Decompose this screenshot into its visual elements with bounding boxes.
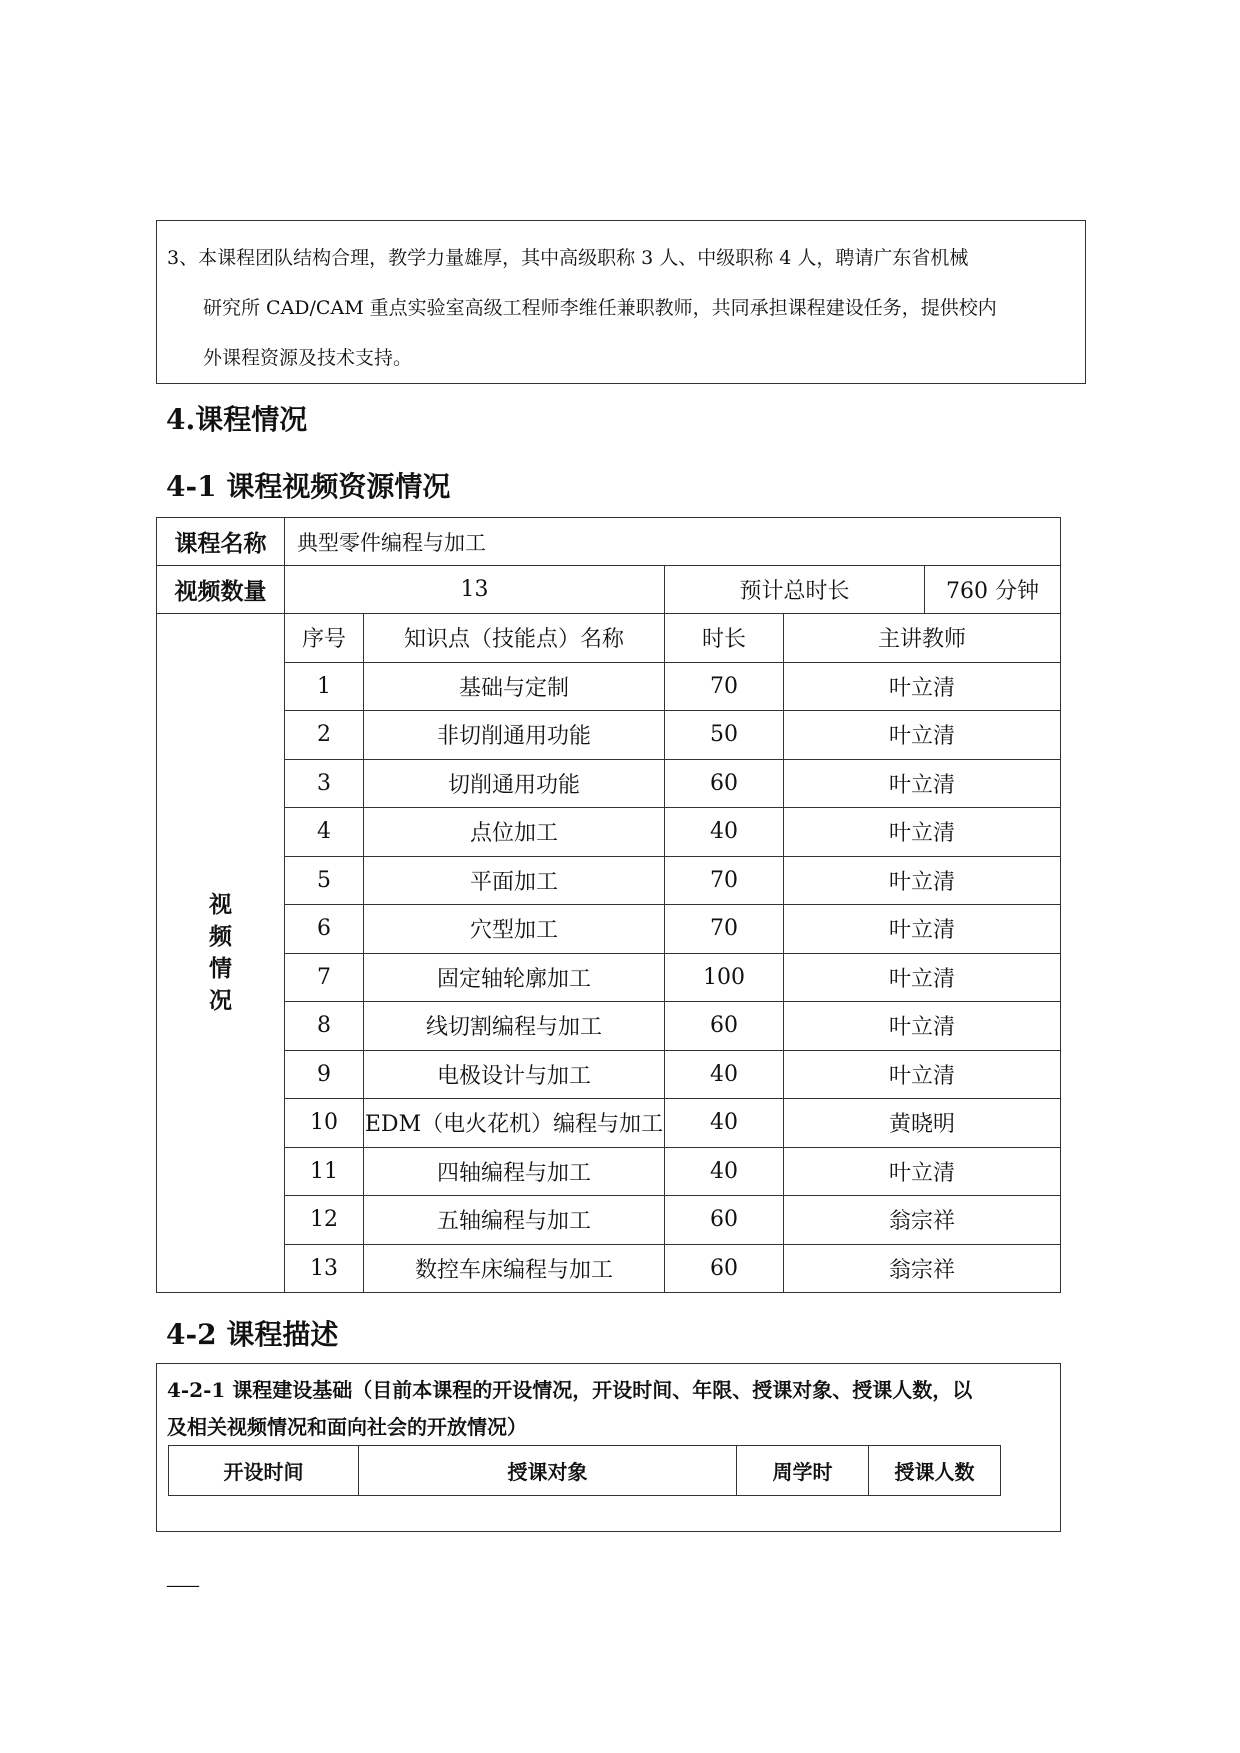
course-offering-table	[168, 1445, 1001, 1496]
course-basis-line-1: 4-2-1 课程建设基础（目前本课程的开设情况，开设时间、年限、授课对象、授课人数，以	[167, 1378, 973, 1402]
header-student-count: 授课人数	[869, 1446, 1001, 1496]
course-name-label: 课程名称	[157, 518, 285, 566]
team-description-box	[156, 220, 1086, 384]
table-row: 5 平面加工 70 叶立清	[157, 856, 1061, 905]
video-count-row	[157, 566, 1061, 614]
table-row: 4 点位加工 40 叶立清	[157, 808, 1061, 857]
table-row: 7 固定轴轮廓加工 100 叶立清	[157, 953, 1061, 1002]
page-footer-mark: ——	[166, 1575, 198, 1596]
table-row: 12 五轴编程与加工 60 翁宗祥	[157, 1196, 1061, 1245]
section-4-2-heading: 4-2 课程描述	[166, 1318, 339, 1351]
video-resource-table	[156, 517, 1061, 1293]
total-time-value: 760 分钟	[946, 579, 1039, 604]
course-name-value: 典型零件编程与加工	[285, 518, 1061, 566]
team-description-line-1: 3、本课程团队结构合理，教学力量雄厚，其中高级职称 3 人、中级职称 4 人，聘请广东省机械	[167, 247, 969, 269]
team-description-line-2: 研究所 CAD/CAM 重点实验室高级工程师李维任兼职教师，共同承担课程建设任务，提供校内	[203, 297, 997, 319]
table-row: 3 切削通用功能 60 叶立清	[157, 759, 1061, 808]
header-topic: 知识点（技能点）名称	[364, 614, 665, 663]
total-time-label: 预计总时长	[665, 566, 925, 613]
course-name-row	[157, 518, 1061, 566]
table-row: 6 穴型加工 70 叶立清	[157, 905, 1061, 954]
header-duration: 时长	[665, 614, 784, 663]
video-situation-label: 视 频 情 况	[157, 614, 285, 1293]
header-weekly-hours: 周学时	[737, 1446, 869, 1496]
header-index: 序号	[285, 614, 364, 663]
course-description-box	[156, 1363, 1061, 1532]
table-row: 9 电极设计与加工 40 叶立清	[157, 1050, 1061, 1099]
table-row: 1 基础与定制 70 叶立清	[157, 662, 1061, 711]
course-basis-description	[167, 1372, 1057, 1446]
video-count-label: 视频数量	[157, 566, 285, 614]
header-teacher: 主讲教师	[784, 614, 1061, 663]
table-row: 8 线切割编程与加工 60 叶立清	[157, 1002, 1061, 1051]
section-4-1-heading: 4-1 课程视频资源情况	[166, 470, 451, 503]
total-time-cell	[665, 566, 1061, 614]
course-basis-line-2: 及相关视频情况和面向社会的开放情况）	[167, 1415, 527, 1439]
course-offering-header-row	[169, 1446, 1001, 1496]
header-target-students: 授课对象	[359, 1446, 737, 1496]
table-row: 10 EDM（电火花机）编程与加工 40 黄晓明	[157, 1099, 1061, 1148]
table-row: 11 四轴编程与加工 40 叶立清	[157, 1147, 1061, 1196]
section-4-heading: 4.课程情况	[166, 403, 308, 436]
team-description-line-3: 外课程资源及技术支持。	[203, 347, 413, 369]
table-row: 13 数控车床编程与加工 60 翁宗祥	[157, 1244, 1061, 1293]
table-row: 2 非切削通用功能 50 叶立清	[157, 711, 1061, 760]
team-description	[167, 233, 1077, 383]
video-list-header-row	[157, 614, 1061, 663]
header-offering-time: 开设时间	[169, 1446, 359, 1496]
video-count-value: 13	[285, 566, 665, 614]
